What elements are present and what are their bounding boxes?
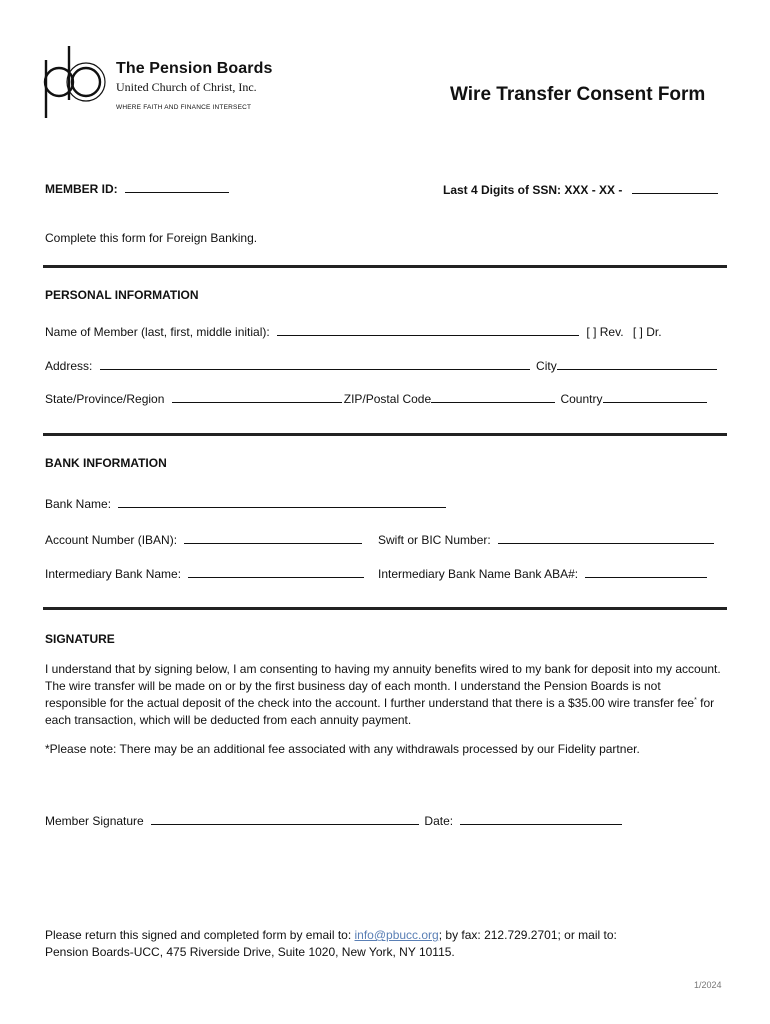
divider bbox=[43, 433, 727, 436]
state-zip-country-row bbox=[45, 391, 707, 407]
bank-info-heading: BANK INFORMATION bbox=[45, 456, 167, 470]
form-version: 1/2024 bbox=[694, 980, 722, 990]
intermediary-bank-field[interactable] bbox=[188, 566, 364, 578]
consent-paragraph bbox=[45, 661, 725, 729]
member-signature-field[interactable] bbox=[151, 813, 419, 825]
intermediary-bank-row bbox=[45, 566, 364, 582]
logo-tagline: WHERE FAITH AND FINANCE INTERSECT bbox=[116, 104, 252, 111]
zip-label: ZIP/Postal Code bbox=[343, 392, 432, 406]
swift-row bbox=[378, 532, 714, 548]
country-label: Country bbox=[560, 392, 603, 406]
country-field[interactable] bbox=[603, 391, 707, 403]
bank-name-field[interactable] bbox=[118, 496, 446, 508]
state-label: State/Province/Region bbox=[45, 392, 165, 406]
account-number-label: Account Number (IBAN): bbox=[45, 533, 178, 547]
return-prefix: Please return this signed and completed form by email to: bbox=[45, 928, 355, 942]
account-number-field[interactable] bbox=[184, 532, 362, 544]
swift-field[interactable] bbox=[498, 532, 714, 544]
return-suffix: ; by fax: 212.729.2701; or mail to: bbox=[438, 928, 617, 942]
city-field[interactable] bbox=[557, 358, 717, 370]
ssn-row bbox=[443, 182, 718, 198]
email-link[interactable]: info@pbucc.org bbox=[354, 928, 439, 942]
address-field[interactable] bbox=[100, 358, 530, 370]
logo-church-name: United Church of Christ, Inc. bbox=[116, 80, 257, 94]
ssn-last4-field[interactable] bbox=[632, 182, 718, 194]
swift-label: Swift or BIC Number: bbox=[378, 533, 491, 547]
signature-heading: SIGNATURE bbox=[45, 632, 115, 646]
divider bbox=[43, 265, 727, 268]
member-signature-label: Member Signature bbox=[45, 814, 144, 828]
member-name-field[interactable] bbox=[277, 324, 579, 336]
date-label: Date: bbox=[424, 814, 454, 828]
foreign-banking-instruction: Complete this form for Foreign Banking. bbox=[45, 231, 258, 245]
fidelity-fee-note: *Please note: There may be an additional fee associated with any withdrawals processed by our Fidelity partner. bbox=[45, 742, 640, 756]
address-label: Address: bbox=[45, 359, 93, 373]
member-signature-row bbox=[45, 813, 622, 829]
member-name-label: Name of Member (last, first, middle initial): bbox=[45, 325, 270, 339]
pension-boards-logo bbox=[42, 44, 292, 120]
account-number-row bbox=[45, 532, 362, 548]
intermediary-aba-field[interactable] bbox=[585, 566, 707, 578]
intermediary-aba-row bbox=[378, 566, 707, 582]
city-label: City bbox=[536, 359, 557, 373]
consent-text-part2: for each transaction, which will be deducted from each annuity payment. bbox=[45, 696, 715, 727]
pbo-logo-mark-icon bbox=[42, 44, 110, 120]
personal-info-heading: PERSONAL INFORMATION bbox=[45, 288, 199, 302]
form-title: Wire Transfer Consent Form bbox=[450, 84, 706, 105]
member-id-field[interactable] bbox=[125, 181, 229, 193]
logo-org-name: The Pension Boards bbox=[116, 60, 273, 77]
bank-name-row bbox=[45, 496, 446, 512]
zip-field[interactable] bbox=[431, 391, 555, 403]
consent-text-part1: I understand that by signing below, I am consenting to having my annuity benefits wired to my bank for deposit into my account. The wire transfer will be made on or by the first business day of each month. I understand the Pension Boards is not responsible for the actual deposit of the check into the account. I further understand that there is a $35.00 wire transfer fee bbox=[45, 662, 721, 710]
mailing-address: Pension Boards-UCC, 475 Riverside Drive, Suite 1020, New York, NY 10115. bbox=[45, 945, 455, 959]
intermediary-bank-label: Intermediary Bank Name: bbox=[45, 567, 182, 581]
state-field[interactable] bbox=[172, 391, 342, 403]
address-row bbox=[45, 358, 717, 374]
ssn-label: Last 4 Digits of SSN: XXX - XX - bbox=[443, 183, 623, 197]
date-field[interactable] bbox=[460, 813, 622, 825]
member-id-label: MEMBER ID: bbox=[45, 182, 118, 196]
dr-checkbox[interactable]: [ ] Dr. bbox=[632, 325, 662, 339]
member-id-row bbox=[45, 181, 229, 197]
divider bbox=[43, 607, 727, 610]
intermediary-aba-label: Intermediary Bank Name Bank ABA#: bbox=[378, 567, 579, 581]
rev-checkbox[interactable]: [ ] Rev. bbox=[586, 325, 624, 339]
member-name-row bbox=[45, 324, 662, 340]
fee-footnote-marker: * bbox=[694, 697, 697, 704]
return-instructions bbox=[45, 928, 617, 943]
bank-name-label: Bank Name: bbox=[45, 497, 112, 511]
